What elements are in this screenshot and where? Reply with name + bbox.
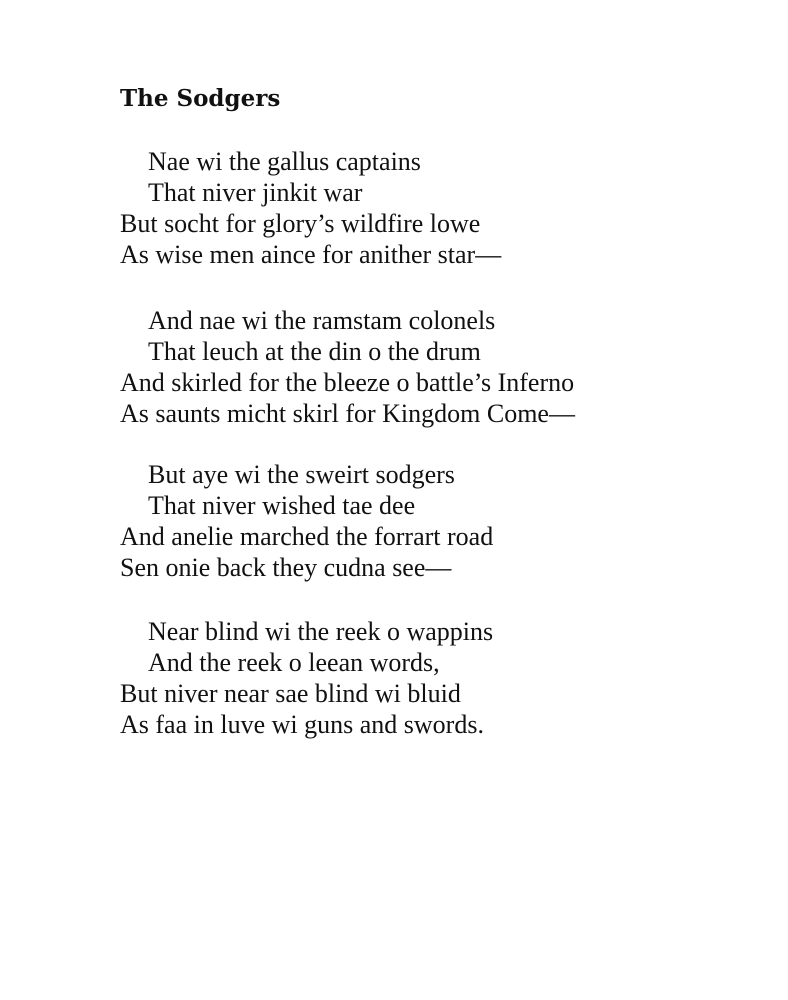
poem-line: Nae wi the gallus captains [148, 147, 421, 176]
poem-line: That niver wished tae dee [148, 491, 416, 520]
stanza-3 [120, 459, 740, 583]
poem-line: But niver near sae blind wi bluid [120, 679, 461, 708]
stanza-2 [120, 305, 740, 429]
poem-line: As wise men aince for anither star— [120, 240, 502, 269]
poem-line: But socht for glory’s wildfire lowe [120, 209, 481, 238]
poem-line: And skirled for the bleeze o battle’s Inferno [120, 368, 575, 397]
poem-line: That leuch at the din o the drum [148, 337, 481, 366]
poem-line: Sen onie back they cudna see— [120, 553, 452, 582]
poem-line: And nae wi the ramstam colonels [148, 306, 496, 335]
poem-line: And the reek o leean words, [148, 648, 440, 677]
poem-line: As saunts micht skirl for Kingdom Come— [120, 399, 575, 428]
poem-line: And anelie marched the forrart road [120, 522, 494, 551]
poem-title: The Sodgers [120, 85, 281, 112]
poem-line: But aye wi the sweirt sodgers [148, 460, 455, 489]
poem-line: That niver jinkit war [148, 178, 363, 207]
stanza-4 [120, 616, 740, 740]
stanza-1 [120, 146, 740, 270]
poem-line: As faa in luve wi guns and swords. [120, 710, 484, 739]
poem-line: Near blind wi the reek o wappins [148, 617, 494, 646]
